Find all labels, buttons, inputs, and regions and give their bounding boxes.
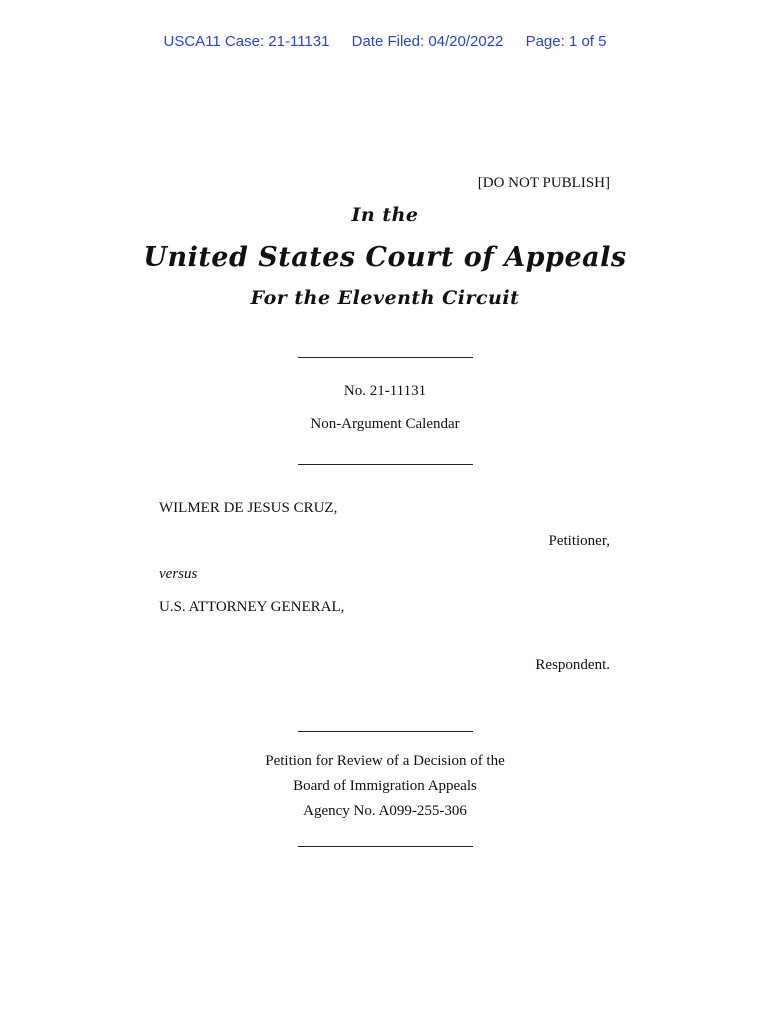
versus-label: versus (159, 566, 198, 582)
divider-rule (298, 846, 473, 847)
filing-header (0, 33, 770, 50)
petitioner-name: WILMER DE JESUS CRUZ, (159, 500, 338, 516)
agency-number: Agency No. A099-255-306 (303, 803, 467, 819)
header-page-number: Page: 1 of 5 (525, 33, 607, 50)
respondent-name: U.S. ATTORNEY GENERAL, (159, 599, 345, 615)
review-description-line2: Board of Immigration Appeals (293, 778, 477, 794)
header-case-number: USCA11 Case: 21-11131 (163, 33, 330, 50)
calendar-type: Non-Argument Calendar (310, 416, 460, 432)
case-number: No. 21-11131 (343, 383, 427, 399)
header-date-filed: Date Filed: 04/20/2022 (351, 33, 504, 50)
review-description-line1: Petition for Review of a Decision of the (265, 753, 505, 769)
respondent-role: Respondent. (535, 657, 610, 673)
court-name: United States Court of Appeals (143, 242, 627, 273)
court-circuit: For the Eleventh Circuit (250, 287, 520, 309)
divider-rule (298, 357, 473, 358)
petitioner-role: Petitioner, (548, 533, 610, 549)
divider-rule (298, 464, 473, 465)
divider-rule (298, 731, 473, 732)
publish-notice: [DO NOT PUBLISH] (477, 175, 610, 191)
court-in-the: In the (351, 204, 419, 226)
